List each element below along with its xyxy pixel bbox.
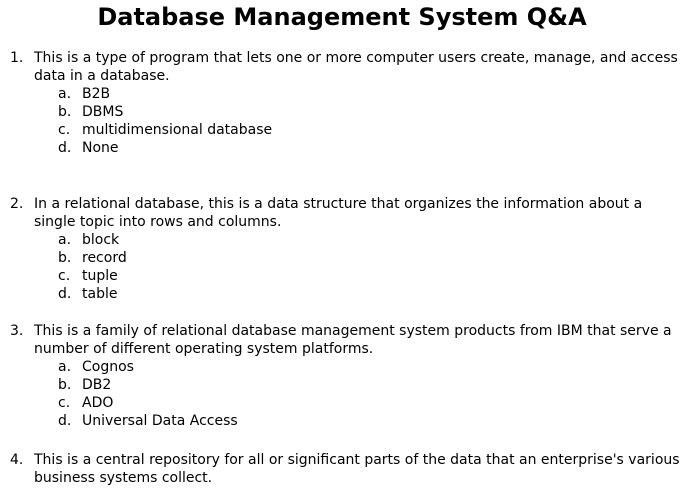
option-item — [0, 412, 684, 430]
option-letter: d. — [58, 413, 72, 429]
question-number: 1. — [10, 50, 24, 66]
option-text: DB2 — [82, 377, 112, 393]
option-item — [0, 267, 684, 285]
question-text: This is a type of program that lets one or more computer users create, manage, and access data in a database. — [34, 50, 678, 84]
option-text: Universal Data Access — [82, 413, 238, 429]
question-text: This is a family of relational database management system products from IBM that serve a number of different operating system platforms. — [34, 323, 672, 357]
option-text: B2B — [82, 86, 111, 102]
question-text: This is a central repository for all or significant parts of the data that an enterprise's various business systems collect. — [34, 452, 680, 486]
option-letter: a. — [58, 359, 72, 375]
option-text: ADO — [82, 395, 114, 411]
question-text: In a relational database, this is a data structure that organizes the information about a single topic into rows and columns. — [34, 196, 643, 230]
question-4 — [0, 451, 684, 487]
question-3 — [0, 322, 684, 430]
option-item — [0, 85, 684, 103]
option-letter: b. — [58, 104, 72, 120]
option-text: block — [82, 232, 120, 248]
option-letter: d. — [58, 140, 72, 156]
option-item — [0, 139, 684, 157]
option-text: None — [82, 140, 119, 156]
option-letter: c. — [58, 122, 71, 138]
option-list — [0, 231, 684, 303]
option-text: Cognos — [82, 359, 134, 375]
option-list — [0, 85, 684, 157]
option-item — [0, 121, 684, 139]
option-letter: b. — [58, 250, 72, 266]
option-letter: a. — [58, 232, 72, 248]
option-item — [0, 394, 684, 412]
option-text: table — [82, 286, 118, 302]
option-letter: b. — [58, 377, 72, 393]
option-item — [0, 249, 684, 267]
option-letter: c. — [58, 395, 71, 411]
option-item — [0, 358, 684, 376]
option-item — [0, 231, 684, 249]
question-number: 3. — [10, 323, 24, 339]
option-letter: c. — [58, 268, 71, 284]
option-text: multidimensional database — [82, 122, 273, 138]
option-letter: d. — [58, 286, 72, 302]
option-text: tuple — [82, 268, 118, 284]
option-item — [0, 285, 684, 303]
page-title: Database Management System Q&A — [97, 3, 587, 31]
option-text: record — [82, 250, 127, 266]
option-letter: a. — [58, 86, 72, 102]
option-item — [0, 376, 684, 394]
option-text: DBMS — [82, 104, 124, 120]
option-item — [0, 103, 684, 121]
question-number: 2. — [10, 196, 24, 212]
question-number: 4. — [10, 452, 24, 468]
question-1 — [0, 49, 684, 157]
question-2 — [0, 195, 684, 303]
option-list — [0, 358, 684, 430]
